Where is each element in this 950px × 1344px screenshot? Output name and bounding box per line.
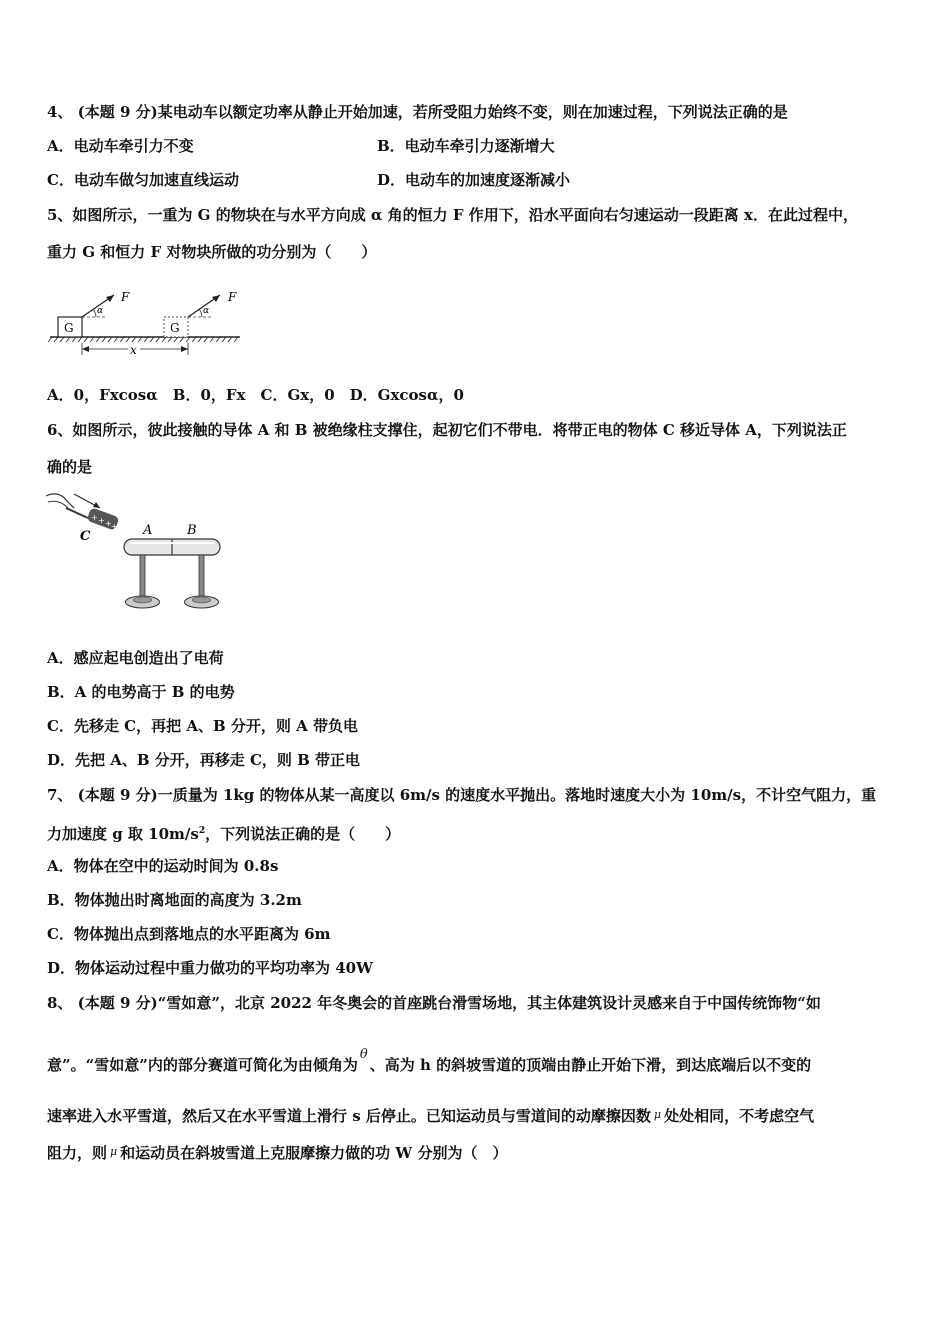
- q4-stem: 4、 (本题 9 分)某电动车以额定功率从静止开始加速，若所受阻力始终不变，则在加速过程，下列说法正确的是: [47, 103, 788, 121]
- q5-options: A．0，Fxcosα B．0，Fx C．Gx，0 D．Gxcosα，0: [47, 386, 464, 404]
- q7-stem-line2: 力加速度 g 取 $10m/s^2$，下列说法正确的是（ ）: [47, 825, 401, 843]
- q4-option-d: D．电动车的加速度逐渐减小: [377, 171, 571, 189]
- svg-text:+: +: [105, 519, 112, 528]
- q7-stem-line1: 7、 (本题 9 分)一质量为 1kg 的物体从某一高度以 6m/s 的速度水平抛出。落地时速度大小为 10m/s，不计空气阻力，重: [47, 786, 877, 804]
- q5-angle-label-right: α: [203, 306, 210, 316]
- q5-distance-label: x: [130, 343, 137, 357]
- q8-stem-line2: 意”。“雪如意”内的部分赛道可简化为由倾角为θ、高为 h 的斜坡雪道的顶端由静止开始下滑，到达底端后以不变的: [47, 1047, 812, 1074]
- q5-force-label-left: F: [121, 290, 130, 304]
- q5-block-label-right: G: [170, 321, 180, 335]
- q8-theta-symbol: θ: [359, 1047, 368, 1062]
- q5-block-force-figure: [48, 285, 248, 360]
- q6-stem-line1: 6、如图所示，彼此接触的导体 A 和 B 被绝缘柱支撑住，起初它们不带电．将带正电的物体 C 移近导体 A，下列说法正: [47, 421, 847, 439]
- q5-stem-line2: 重力 G 和恒力 F 对物块所做的功分别为（ ）: [47, 243, 377, 261]
- q5-stem-line1: 5、如图所示，一重为 G 的物块在与水平方向成 α 角的恒力 F 作用下，沿水平面向右匀速运动一段距离 x．在此过程中，: [47, 206, 858, 224]
- q7-option-c: C．物体抛出点到落地点的水平距离为 6m: [47, 925, 331, 943]
- q6-option-b: B．A 的电势高于 B 的电势: [47, 683, 235, 701]
- q6-label-c: C: [80, 529, 91, 544]
- q5-angle-label-left: α: [97, 306, 104, 316]
- q5-force-label-right: F: [228, 290, 237, 304]
- svg-text:+: +: [98, 516, 105, 525]
- q7-option-b: B．物体抛出时离地面的高度为 3.2m: [47, 891, 302, 909]
- svg-text:+: +: [91, 513, 98, 522]
- q8-mu-symbol: μ: [653, 1108, 662, 1121]
- q6-stem-line2: 确的是: [47, 458, 93, 476]
- q4-option-b: B．电动车牵引力逐渐增大: [377, 137, 555, 155]
- q8-mu-symbol-2: μ: [110, 1145, 118, 1158]
- q4-option-a: A．电动车牵引力不变: [47, 137, 194, 155]
- q7-option-a: A．物体在空中的运动时间为 0.8s: [47, 857, 279, 875]
- q8-stem-line3: 速率进入水平雪道，然后又在水平雪道上滑行 s 后停止。已知运动员与雪道间的动摩擦因数 $^\mu$ 处处相同，不考虑空气: [47, 1107, 815, 1125]
- q8-stem-line4: 阻力，则 $^\mu$ 和运动员在斜坡雪道上克服摩擦力做的功 W 分别为（ ）: [47, 1144, 508, 1162]
- q6-option-a: A．感应起电创造出了电荷: [47, 649, 224, 667]
- q6-label-b: B: [187, 523, 197, 538]
- q8-stem-line1: 8、 (本题 9 分)“雪如意”，北京 2022 年冬奥会的首座跳台滑雪场地，其主体建筑设计灵感来自于中国传统饰物“如: [47, 994, 821, 1012]
- q6-option-c: C．先移走 C，再把 A、B 分开，则 A 带负电: [47, 717, 358, 735]
- q6-option-d: D．先把 A、B 分开，再移走 C，则 B 带正电: [47, 751, 361, 769]
- q6-conductor-figure: [44, 488, 229, 616]
- q7-option-d: D．物体运动过程中重力做功的平均功率为 40W: [47, 959, 373, 977]
- q4-option-c: C．电动车做匀加速直线运动: [47, 171, 239, 189]
- q6-label-a: A: [143, 523, 153, 538]
- q5-block-label-left: G: [64, 321, 74, 335]
- svg-text:+: +: [111, 522, 118, 531]
